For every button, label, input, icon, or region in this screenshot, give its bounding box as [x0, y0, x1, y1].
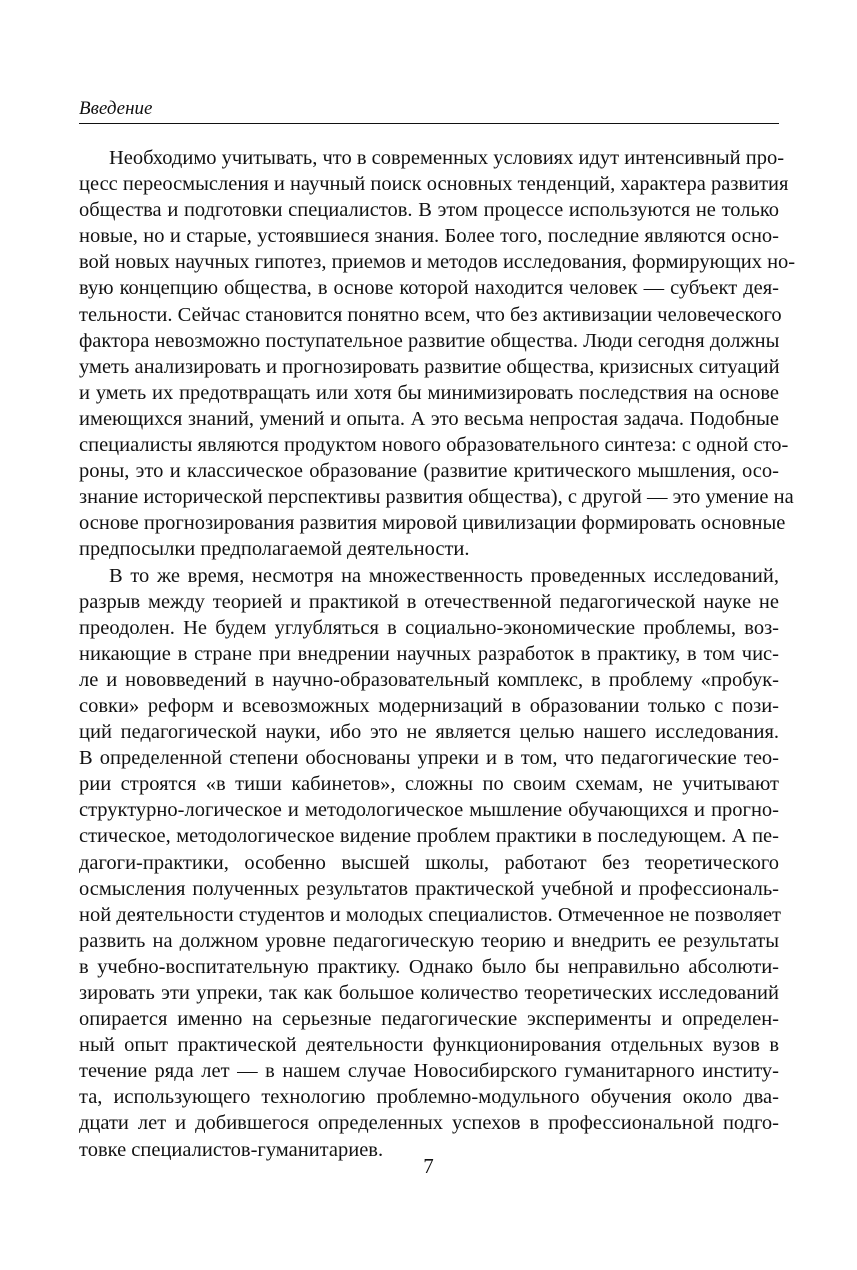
text-line: В то же время, несмотря на множественность проведенных исследований, — [109, 564, 779, 587]
text-line: цесс переосмысления и научный поиск основных тенденций, характера развития — [79, 173, 789, 196]
text-line: новые, но и старые, устоявшиеся знания. Более того, последние являются осно- — [79, 225, 779, 248]
text-line: структурно-логическое и методологическое мышление обучающихся и прогно- — [79, 799, 779, 822]
text-line: общества и подготовки специалистов. В этом процессе используются не только — [79, 199, 779, 222]
text-line: стическое, методологическое видение проблем практики в последующем. А пе- — [79, 825, 779, 848]
text-line: в учебно-воспитательную практику. Однако было бы неправильно абсолюти- — [79, 955, 779, 978]
text-line: товке специалистов-гуманитариев. — [79, 1138, 384, 1161]
text-line: та, использующего технологию проблемно-модульного обучения около два- — [79, 1086, 779, 1109]
text-line: Необходимо учитывать, что в современных условиях идут интенсивный про- — [109, 147, 785, 169]
text-line: течение ряда лет — в нашем случае Новосибирского гуманитарного институ- — [79, 1060, 779, 1083]
text-line: никающие в стране при внедрении научных разработок в практику, в том чис- — [79, 642, 779, 665]
running-head-title: Введение — [79, 98, 153, 119]
text-line: специалисты являются продуктом нового образовательного синтеза: с одной сто- — [79, 434, 789, 457]
text-line: зировать эти упреки, так как большое количество теоретических исследований — [79, 982, 779, 1004]
page-number: 7 — [423, 1154, 434, 1178]
text-line: опирается именно на серьезные педагогические эксперименты и определен- — [79, 1008, 779, 1031]
text-line: вой новых научных гипотез, приемов и методов исследования, формирующих но- — [79, 251, 796, 274]
text-line: совки» реформ и всевозможных модернизаций в образовании только с пози- — [79, 694, 779, 717]
text-line: фактора невозможно поступательное развитие общества. Люди сегодня должны — [79, 329, 780, 352]
text-line: роны, это и классическое образование (развитие критического мышления, осо- — [79, 460, 779, 483]
text-line: рии строятся «в тиши кабинетов», сложны по своим схемам, не учитывают — [79, 773, 779, 796]
text-line: разрыв между теорией и практикой в отечественной педагогической науке не — [79, 590, 779, 613]
text-line: В определенной степени обоснованы упреки и в том, что педагогические тео- — [79, 747, 779, 770]
text-line: вую концепцию общества, в основе которой находится человек — субъект дея- — [79, 277, 779, 300]
text-line: имеющихся знаний, умений и опыта. А это весьма непростая задача. Подобные — [79, 407, 779, 430]
text-line: предпосылки предполагаемой деятельности. — [79, 538, 470, 561]
text-line: уметь анализировать и прогнозировать развитие общества, кризисных ситуаций — [79, 355, 780, 378]
text-line: преодолен. Не будем углубляться в социально-экономические проблемы, воз- — [79, 616, 779, 639]
body-text — [79, 145, 796, 1163]
paragraph — [79, 145, 796, 563]
text-line: тельности. Сейчас становится понятно всем, что без активизации человеческого — [79, 303, 782, 326]
text-line: дцати лет и добившегося определенных успехов в профессиональной подго- — [79, 1112, 779, 1135]
text-line: ный опыт практической деятельности функционирования отдельных вузов в — [79, 1034, 779, 1057]
text-line: развить на должном уровне педагогическую теорию и внедрить ее результаты — [79, 929, 779, 952]
text-line: ле и нововведений в научно-образовательный комплекс, в проблему «пробук- — [79, 668, 779, 691]
paragraph — [79, 563, 782, 1163]
text-line: знание исторической перспективы развития общества), с другой — это умение на — [79, 486, 794, 509]
text-line: осмысления полученных результатов практической учебной и профессиональ- — [79, 877, 779, 900]
text-line: ной деятельности студентов и молодых специалистов. Отмеченное не позволяет — [79, 903, 782, 926]
text-line: ций педагогической науки, ибо это не является целью нашего исследования. — [79, 721, 779, 744]
text-line: дагоги-практики, особенно высшей школы, работают без теоретического — [79, 851, 779, 874]
text-line: основе прогнозирования развития мировой цивилизации формировать основные — [79, 512, 786, 535]
header-rule — [79, 123, 779, 124]
text-line: и уметь их предотвращать или хотя бы минимизировать последствия на основе — [79, 381, 779, 404]
